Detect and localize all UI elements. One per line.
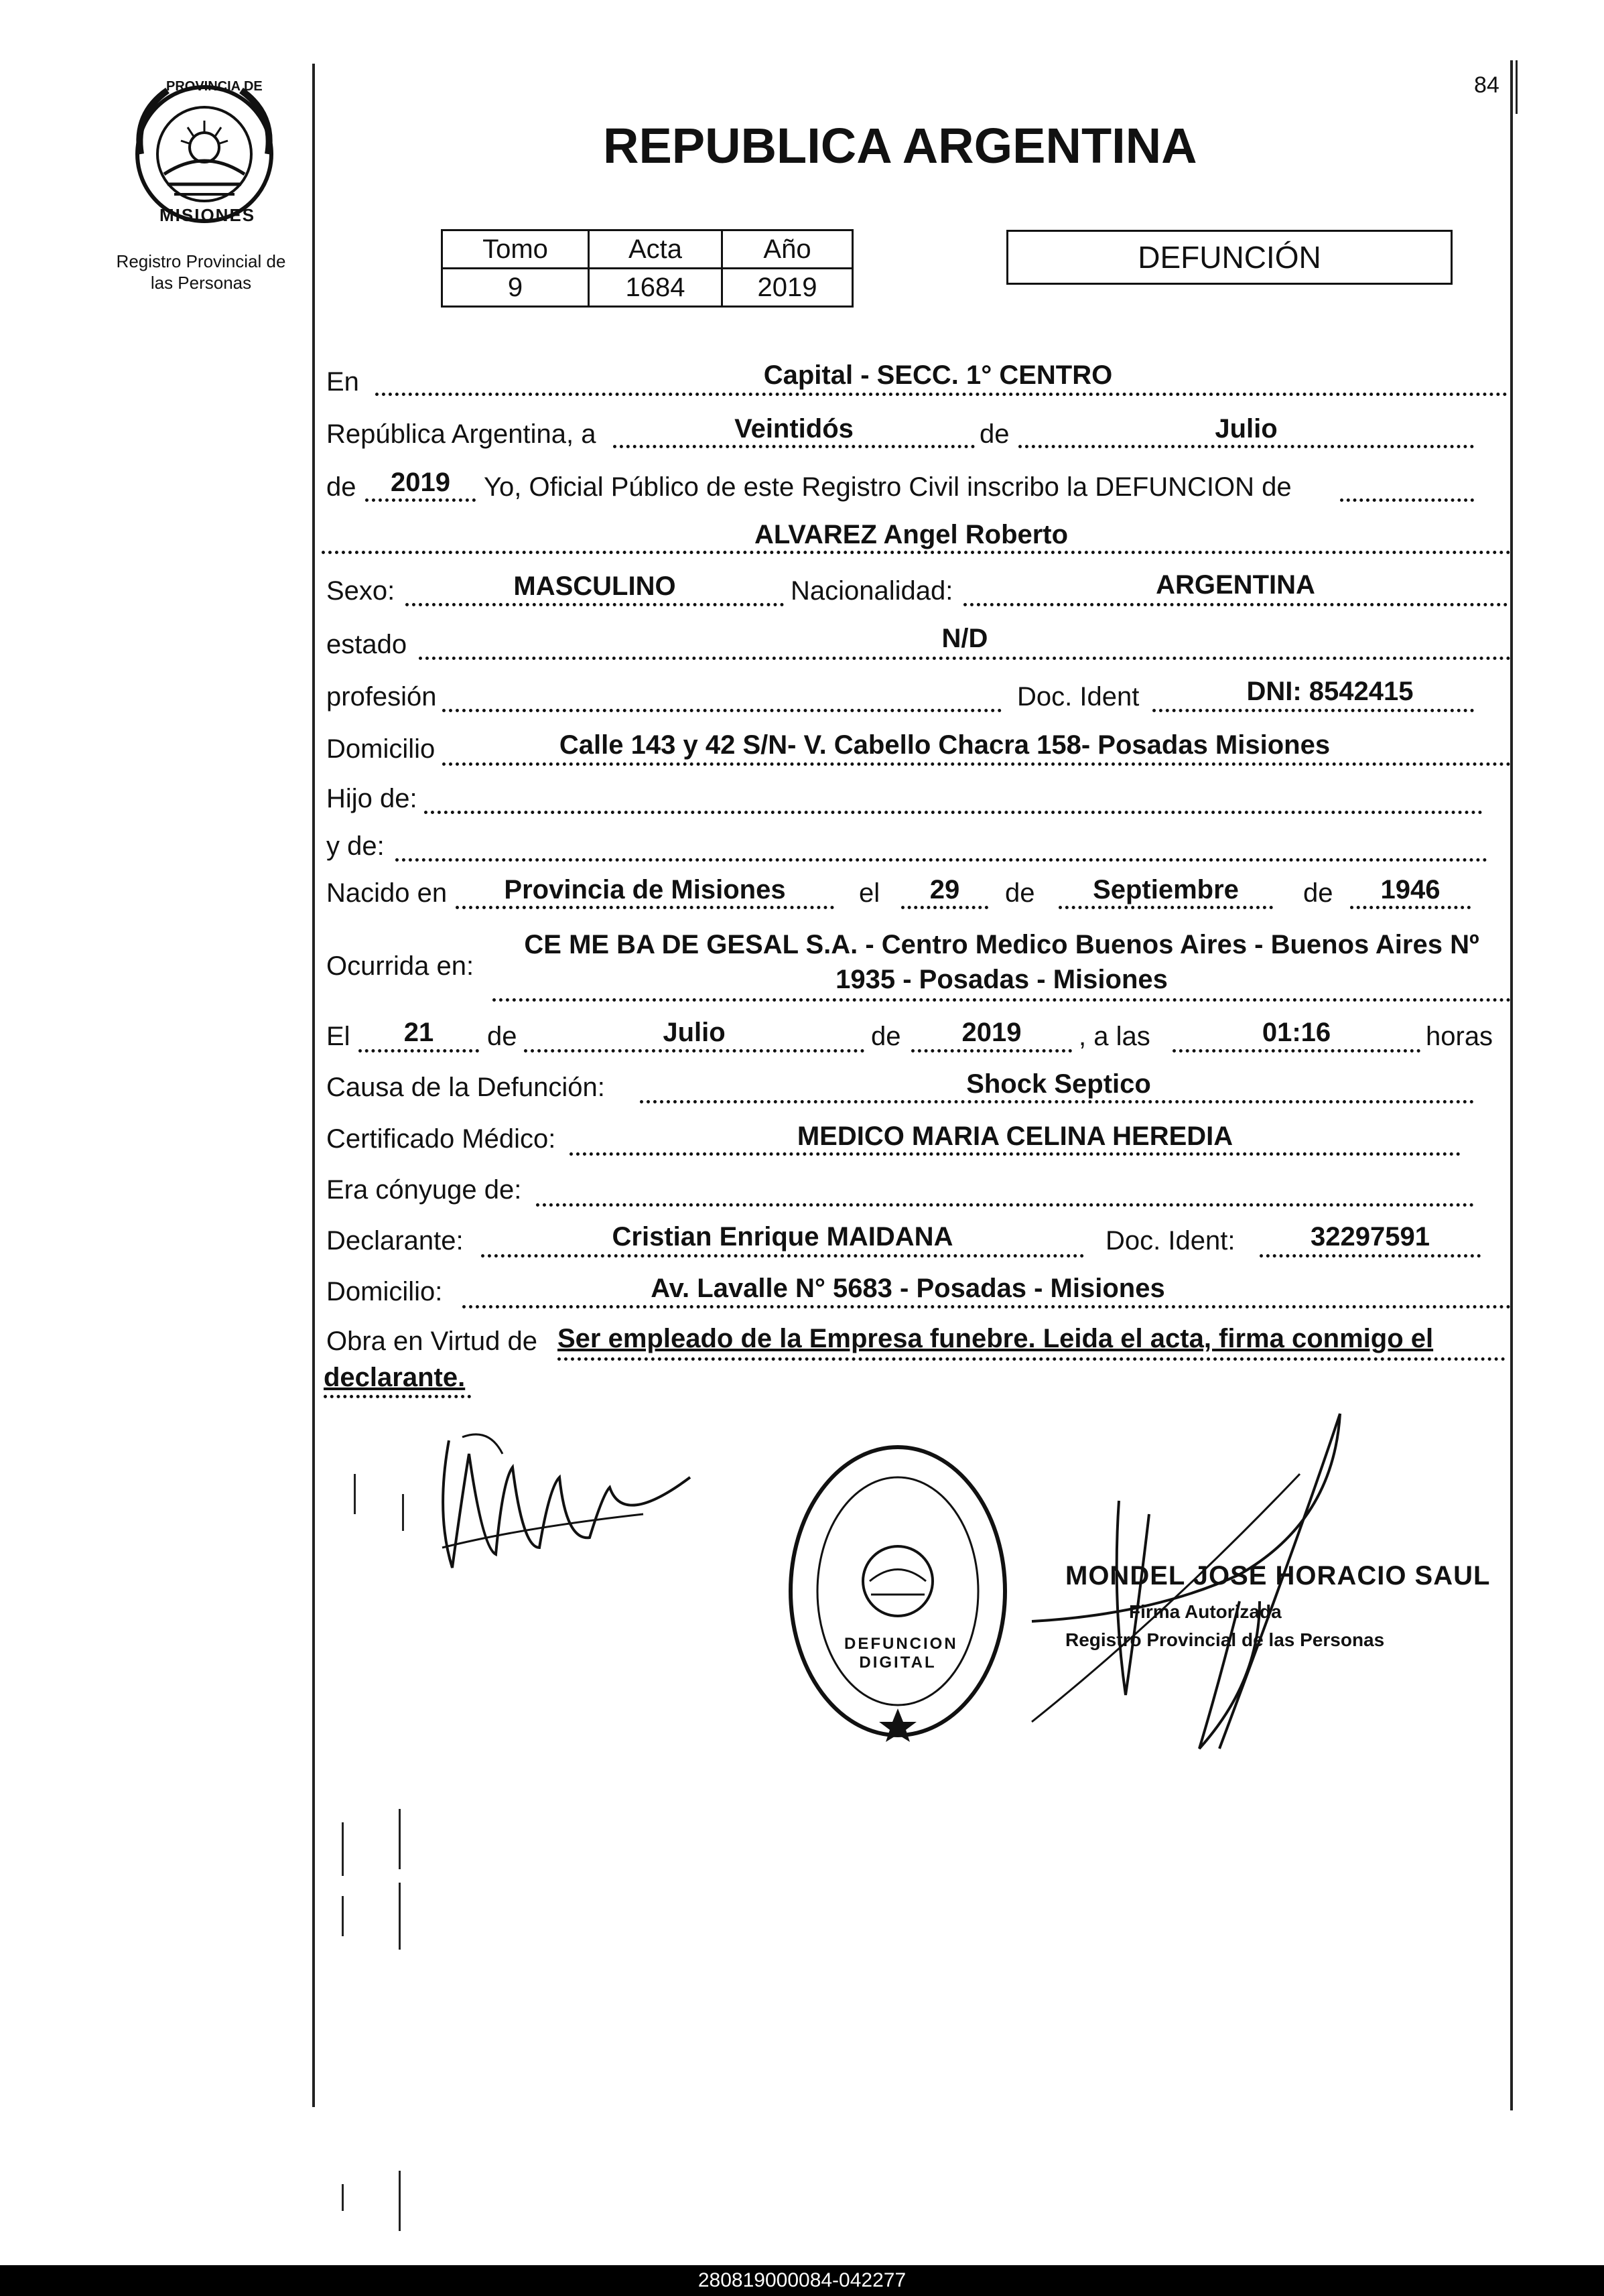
field-nacido-mes: Septiembre — [1093, 875, 1239, 904]
field-declarante-nombre: Cristian Enrique MAIDANA — [612, 1222, 953, 1252]
field-dia-inscripcion: Veintidós — [734, 414, 854, 444]
signatory-role: Firma Autorizada — [1129, 1601, 1282, 1622]
margin-tick — [399, 1883, 401, 1950]
field-estado: N/D — [941, 624, 988, 653]
field-obra-line1: Ser empleado de la Empresa funebre. Leida el acta, firma conmigo el — [557, 1324, 1434, 1353]
dots-nacido-lugar — [456, 906, 834, 909]
field-sexo: MASCULINO — [513, 571, 676, 601]
field-ocurrida-line2: 1935 - Posadas - Misiones — [836, 965, 1168, 994]
dots-causa — [640, 1100, 1474, 1103]
field-nombre: ALVAREZ Angel Roberto — [754, 520, 1069, 549]
field-declarante-doc: 32297591 — [1311, 1222, 1430, 1252]
label-estado: estado — [326, 630, 407, 659]
field-documento: DNI: 8542415 — [1246, 677, 1414, 706]
dots-nacionalidad — [963, 603, 1508, 606]
page-number: 84 — [1474, 72, 1499, 98]
label-y-de: y de: — [326, 831, 385, 861]
label-de-anio: de — [326, 472, 356, 502]
label-domicilio-declarante: Domicilio: — [326, 1277, 443, 1306]
dots-certificado — [570, 1152, 1461, 1156]
record-value-anio: 2019 — [722, 269, 853, 307]
act-type-label: DEFUNCIÓN — [1138, 240, 1321, 275]
label-en: En — [326, 367, 359, 397]
label-doc-ident-declarante: Doc. Ident: — [1106, 1226, 1235, 1256]
margin-tick — [342, 2184, 344, 2211]
dots-sexo — [405, 603, 784, 606]
dots-domicilio — [442, 762, 1511, 766]
barcode-number: 280819000084-042277 — [0, 2265, 1604, 2296]
registry-name-line1: Registro Provincial de — [116, 251, 286, 271]
dots-defuncion-hora — [1173, 1049, 1420, 1053]
dots-dia-inscripcion — [613, 445, 975, 448]
dots-obra-line1 — [557, 1357, 1506, 1361]
dots-declarante-doc — [1260, 1254, 1481, 1258]
record-table — [441, 229, 854, 308]
field-nacido-anio: 1946 — [1380, 875, 1441, 904]
field-defuncion-dia: 21 — [403, 1018, 434, 1047]
dots-y-de — [395, 858, 1487, 862]
dots-nombre — [322, 551, 1511, 554]
label-doc-ident: Doc. Ident — [1017, 682, 1140, 712]
field-domicilio: Calle 143 y 42 S/N- V. Cabello Chacra 158- Posadas Misiones — [559, 730, 1331, 760]
dots-obra-line2 — [324, 1395, 471, 1398]
dots-defuncion-de — [1340, 498, 1474, 502]
margin-tick — [354, 1474, 356, 1514]
field-ocurrida-line1: CE ME BA DE GESAL S.A. - Centro Medico Buenos Aires - Buenos Aires Nº — [524, 930, 1479, 959]
dots-defuncion-anio — [911, 1049, 1072, 1053]
act-type-box — [1006, 230, 1453, 285]
label-de-defuncion-mes: de — [487, 1022, 517, 1051]
official-stamp — [784, 1437, 1012, 1745]
label-certificado: Certificado Médico: — [326, 1124, 556, 1154]
dots-mes-inscripcion — [1018, 445, 1474, 448]
record-header-acta: Acta — [589, 230, 722, 269]
dots-hijo-de — [424, 811, 1483, 814]
margin-tick — [399, 2171, 401, 2231]
field-nacido-dia: 29 — [929, 875, 960, 904]
right-margin-line — [1510, 60, 1513, 2110]
right-margin-tick — [1516, 60, 1518, 114]
label-de-nacido-mes: de — [1005, 878, 1035, 908]
field-declarante-domicilio: Av. Lavalle N° 5683 - Posadas - Misiones — [651, 1274, 1165, 1303]
dots-lugar — [375, 393, 1508, 396]
label-causa: Causa de la Defunción: — [326, 1073, 605, 1102]
label-el-fecha: El — [326, 1022, 350, 1051]
page-title: REPUBLICA ARGENTINA — [603, 118, 1197, 174]
field-anio-inscripcion: 2019 — [391, 468, 450, 497]
label-domicilio: Domicilio — [326, 734, 436, 764]
field-lugar: Capital - SECC. 1° CENTRO — [763, 360, 1113, 390]
record-header-tomo: Tomo — [442, 230, 589, 269]
registry-name-line2: las Personas — [150, 273, 252, 293]
dots-conyuge — [536, 1203, 1474, 1207]
label-el: el — [859, 878, 880, 908]
dots-declarante-domicilio — [462, 1305, 1511, 1308]
label-obra-en-virtud: Obra en Virtud de — [326, 1327, 538, 1356]
margin-tick — [342, 1896, 344, 1936]
signatory-name: MONDEL JOSE HORACIO SAUL — [1065, 1561, 1491, 1591]
dots-anio-inscripcion — [365, 498, 476, 502]
record-value-acta: 1684 — [589, 269, 722, 307]
dots-defuncion-dia — [358, 1049, 479, 1053]
label-yo-oficial: Yo, Oficial Público de este Registro Civil inscribo la DEFUNCION de — [484, 472, 1292, 502]
field-defuncion-mes: Julio — [663, 1018, 726, 1047]
field-causa: Shock Septico — [966, 1069, 1151, 1099]
field-mes-inscripcion: Julio — [1215, 414, 1278, 444]
label-conyuge: Era cónyuge de: — [326, 1175, 522, 1205]
dots-nacido-dia — [901, 906, 988, 909]
margin-tick — [399, 1809, 401, 1869]
label-nacido-en: Nacido en — [326, 878, 448, 908]
left-margin-line — [312, 64, 315, 2107]
label-horas: horas — [1426, 1022, 1493, 1051]
field-defuncion-hora: 01:16 — [1262, 1018, 1331, 1047]
margin-tick — [402, 1494, 404, 1531]
declarant-signature — [422, 1414, 704, 1588]
stamp-ring-text — [1012, 1568, 1018, 1574]
label-declarante: Declarante: — [326, 1226, 464, 1256]
dots-declarante — [481, 1254, 1084, 1258]
dots-profesion — [442, 709, 1002, 712]
field-nacido-lugar: Provincia de Misiones — [504, 875, 786, 904]
label-profesion: profesión — [326, 682, 437, 712]
field-certificado: MEDICO MARIA CELINA HEREDIA — [797, 1122, 1233, 1151]
stamp-inner-text: DEFUNCION DIGITAL — [844, 1635, 958, 1672]
dots-nacido-anio — [1350, 906, 1471, 909]
label-de-mes: de — [980, 419, 1010, 449]
label-republica-a: República Argentina, a — [326, 419, 596, 449]
field-nacionalidad: ARGENTINA — [1156, 570, 1315, 600]
field-defuncion-anio: 2019 — [961, 1018, 1022, 1047]
label-de-defuncion-anio: de — [871, 1022, 901, 1051]
label-hijo-de: Hijo de: — [326, 784, 417, 813]
signatory-office: Registro Provincial de las Personas — [1065, 1629, 1385, 1650]
dots-ocurrida — [492, 998, 1511, 1002]
label-ocurrida-en: Ocurrida en: — [326, 951, 474, 981]
record-value-tomo: 9 — [442, 269, 589, 307]
label-nacionalidad: Nacionalidad: — [791, 576, 953, 606]
label-de-nacido-anio: de — [1303, 878, 1333, 908]
label-a-las: , a las — [1079, 1022, 1150, 1051]
dots-documento — [1152, 709, 1474, 712]
seal-bottom-text: MISIONES — [159, 205, 256, 225]
margin-tick — [342, 1822, 344, 1876]
seal-top-text: PROVINCIA DE — [166, 79, 263, 94]
dots-defuncion-mes — [524, 1049, 864, 1053]
field-obra-line2: declarante. — [324, 1363, 466, 1392]
record-header-anio: Año — [722, 230, 853, 269]
label-sexo: Sexo: — [326, 576, 395, 606]
dots-estado — [419, 657, 1511, 660]
dots-nacido-mes — [1059, 906, 1273, 909]
